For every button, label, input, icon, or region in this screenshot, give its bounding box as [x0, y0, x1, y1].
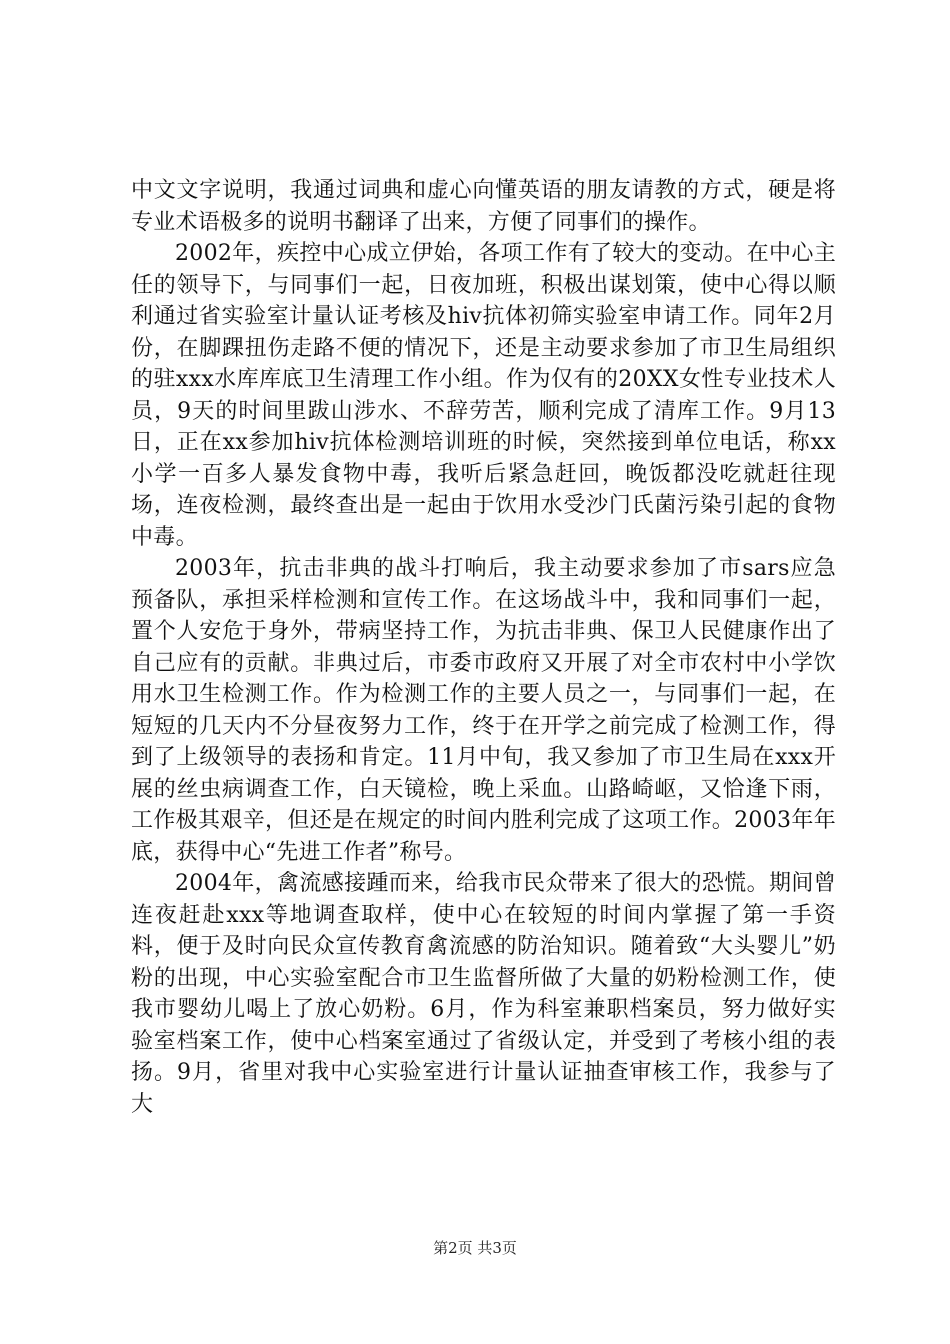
document-body: [131, 175, 836, 1120]
paragraph-2003: 2003年，抗击非典的战斗打响后，我主动要求参加了市sars应急预备队，承担采样检测和宣传工作。在这场战斗中，我和同事们一起，置个人安危于身外，带病坚持工作，为抗击非典、保卫人民健康作出了自己应有的贡献。非典过后，市委市政府又开展了对全市农村中小学饮用水卫生检测工作。作为检测工作的主要人员之一，与同事们一起，在短短的几天内不分昼夜努力工作，终于在开学之前完成了检测工作，得到了上级领导的表扬和肯定。11月中旬，我又参加了市卫生局在xxx开展的丝虫病调查工作，白天镜检，晚上采血。山路崎岖，又恰逢下雨，工作极其艰辛，但还是在规定的时间内胜利完成了这项工作。2003年年底，获得中心“先进工作者”称号。: [131, 556, 836, 865]
paragraph-1: 中文文字说明，我通过词典和虚心向懂英语的朋友请教的方式，硬是将专业术语极多的说明书翻译了出来，方便了同事们的操作。: [131, 178, 836, 235]
paragraph-2002: 2002年，疾控中心成立伊始，各项工作有了较大的变动。在中心主任的领导下，与同事们一起，日夜加班，积极出谋划策，使中心得以顺利通过省实验室计量认证考核及hiv抗体初筛实验室申请工作。同年2月份，在脚踝扭伤走路不便的情况下，还是主动要求参加了市卫生局组织的驻xxx水库库底卫生清理工作小组。作为仅有的20XX女性专业技术人员，9天的时间里跋山涉水、不辞劳苦，顺利完成了清库工作。9月13日，正在xx参加hiv抗体检测培训班的时候，突然接到单位电话，称xx小学一百多人暴发食物中毒，我听后紧急赶回，晚饭都没吃就赶往现场，连夜检测，最终查出是一起由于饮用水受沙门氏菌污染引起的食物中毒。: [131, 241, 836, 550]
page-footer: 第2页 共3页: [433, 1239, 517, 1257]
paragraph-2004: 2004年，禽流感接踵而来，给我市民众带来了很大的恐慌。期间曾连夜赶赴xxx等地调查取样，使中心在较短的时间内掌握了第一手资料，便于及时向民众宣传教育禽流感的防治知识。随着致“大头婴儿”奶粉的出现，中心实验室配合市卫生监督所做了大量的奶粉检测工作，使我市婴幼儿喝上了放心奶粉。6月，作为科室兼职档案员，努力做好实验室档案工作，使中心档案室通过了省级认定，并受到了考核小组的表扬。9月，省里对我中心实验室进行计量认证抽查审核工作，我参与了大: [131, 871, 836, 1117]
